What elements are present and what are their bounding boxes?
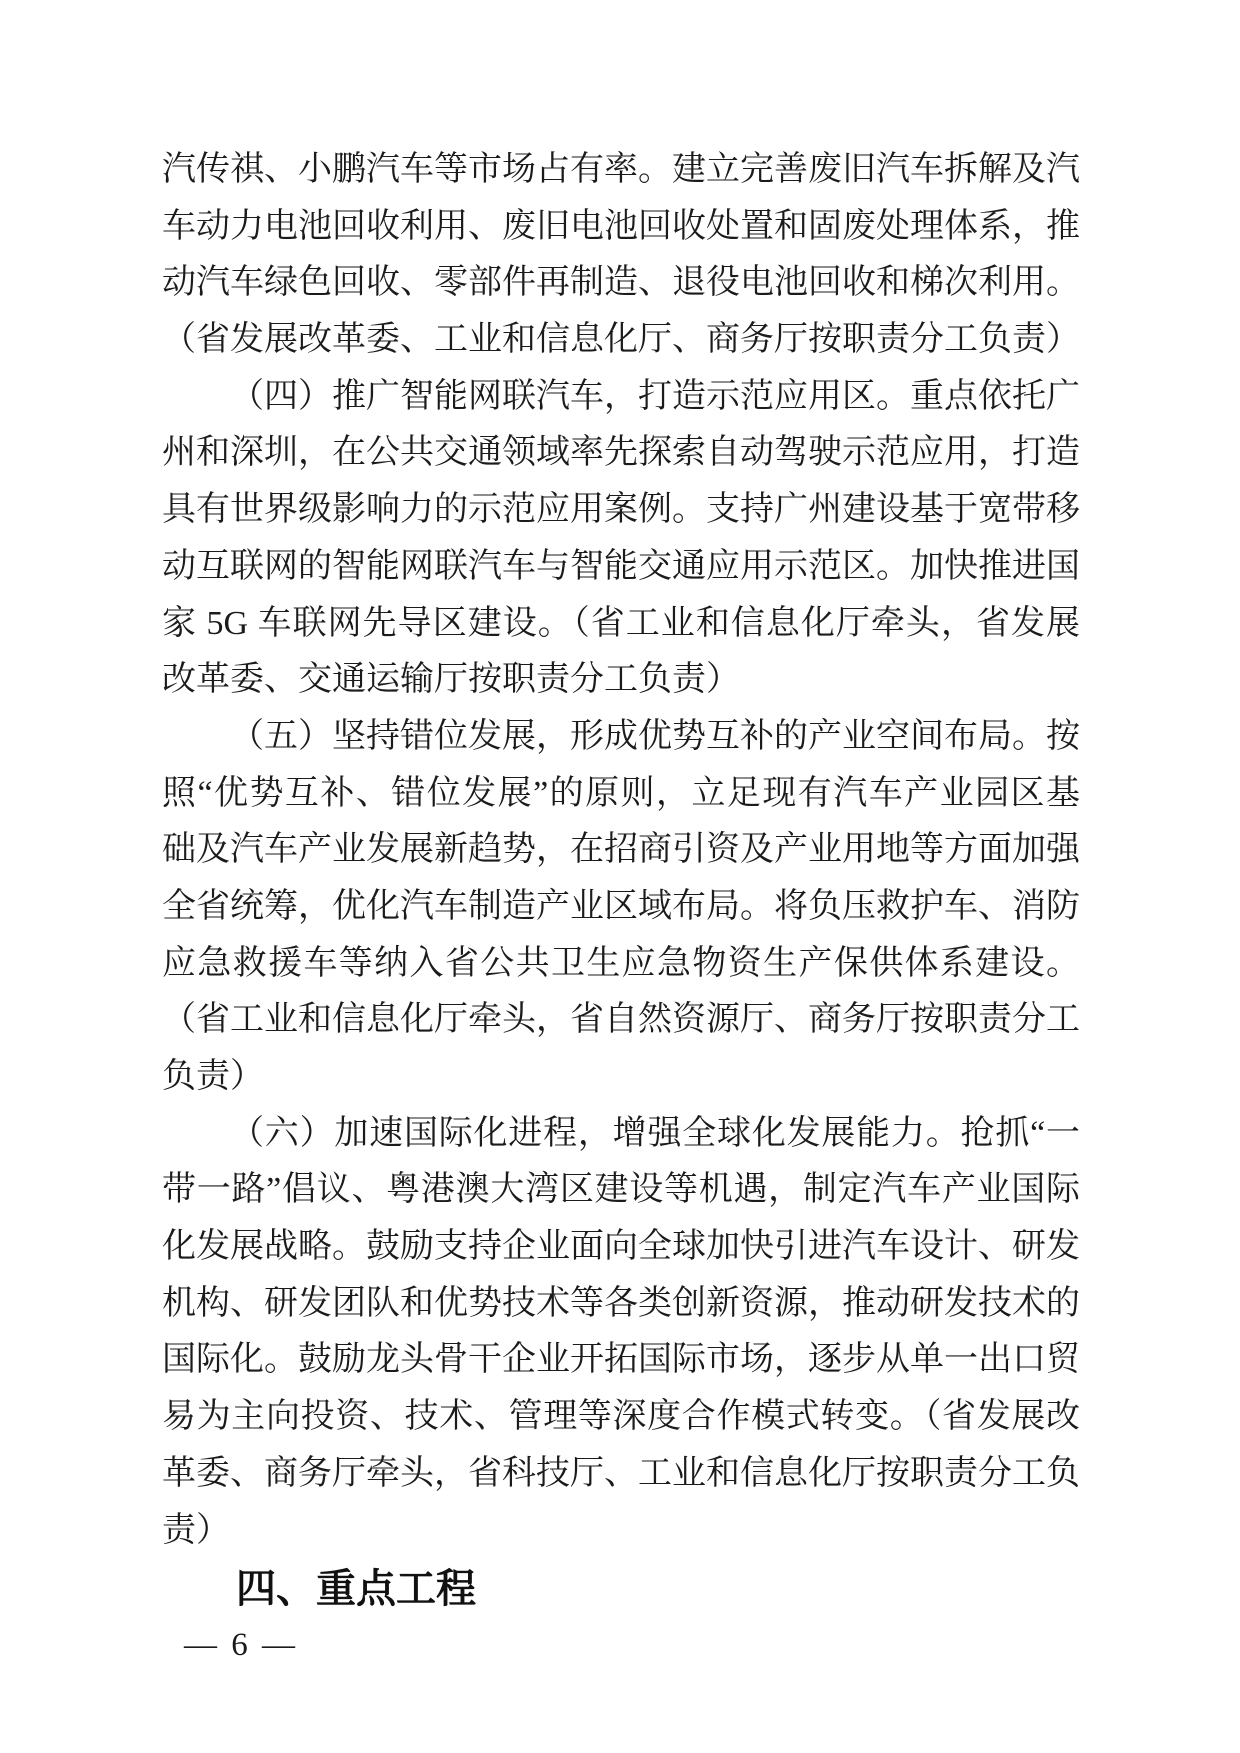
body-line: 国际化。鼓励龙头骨干企业开拓国际市场，逐步从单一出口贸 (162, 1341, 1080, 1379)
body-line: 全省统筹，优化汽车制造产业区域布局。将负压救护车、消防 (162, 887, 1080, 925)
body-line-paragraph-end: 负责） (162, 1058, 264, 1095)
body-line: （省发展改革委、工业和信息化厅、商务厅按职责分工负责） (162, 321, 1080, 359)
body-line-paragraph-end: 改革委、交通运输厅按职责分工负责） (162, 661, 740, 699)
body-line: 动汽车绿色回收、零部件再制造、退役电池回收和梯次利用。 (162, 264, 1080, 302)
body-line: 车动力电池回收利用、废旧电池回收处置和固废处理体系，推 (162, 207, 1080, 245)
body-line: 家 5G 车联网先导区建设。（省工业和信息化厅牵头，省发展 (162, 604, 1080, 642)
body-line: 础及汽车产业发展新趋势，在招商引资及产业用地等方面加强 (162, 831, 1080, 869)
body-line: 机构、研发团队和优势技术等各类创新资源，推动研发技术的 (162, 1284, 1080, 1322)
body-line: 汽传祺、小鹏汽车等市场占有率。建立完善废旧汽车拆解及汽 (162, 151, 1080, 188)
body-line-paragraph-end: 责） (162, 1511, 230, 1549)
body-line: 革委、商务厅牵头，省科技厅、工业和信息化厅按职责分工负 (162, 1454, 1080, 1492)
body-line: （省工业和信息化厅牵头，省自然资源厅、商务厅按职责分工 (162, 1001, 1080, 1039)
body-line: 动互联网的智能网联汽车与智能交通应用示范区。加快推进国 (162, 547, 1080, 585)
body-line: 化发展战略。鼓励支持企业面向全球加快引进汽车设计、研发 (162, 1228, 1080, 1266)
body-line: 照“优势互补、错位发展”的原则，立足现有汽车产业园区基 (162, 774, 1080, 812)
body-line: 应急救援车等纳入省公共卫生应急物资生产保供体系建设。 (162, 944, 1080, 982)
body-line: 易为主向投资、技术、管理等深度合作模式转变。（省发展改 (162, 1398, 1080, 1436)
body-line: 具有世界级影响力的示范应用案例。支持广州建设基于宽带移 (162, 491, 1080, 529)
body-text-block (162, 142, 1080, 1618)
body-line: 带一路”倡议、粤港澳大湾区建设等机遇，制定汽车产业国际 (162, 1171, 1080, 1209)
body-line-paragraph-start: （六）加速国际化进程，增强全球化发展能力。抢抓“一 (230, 1114, 1080, 1152)
page-number: — 6 — (184, 1627, 298, 1663)
body-line: 州和深圳，在公共交通领域率先探索自动驾驶示范应用，打造 (162, 434, 1080, 472)
body-line-paragraph-start: （四）推广智能网联汽车，打造示范应用区。重点依托广 (230, 377, 1080, 415)
section-heading: 四、重点工程 (236, 1567, 476, 1612)
body-line-paragraph-start: （五）坚持错位发展，形成优势互补的产业空间布局。按 (230, 717, 1080, 755)
